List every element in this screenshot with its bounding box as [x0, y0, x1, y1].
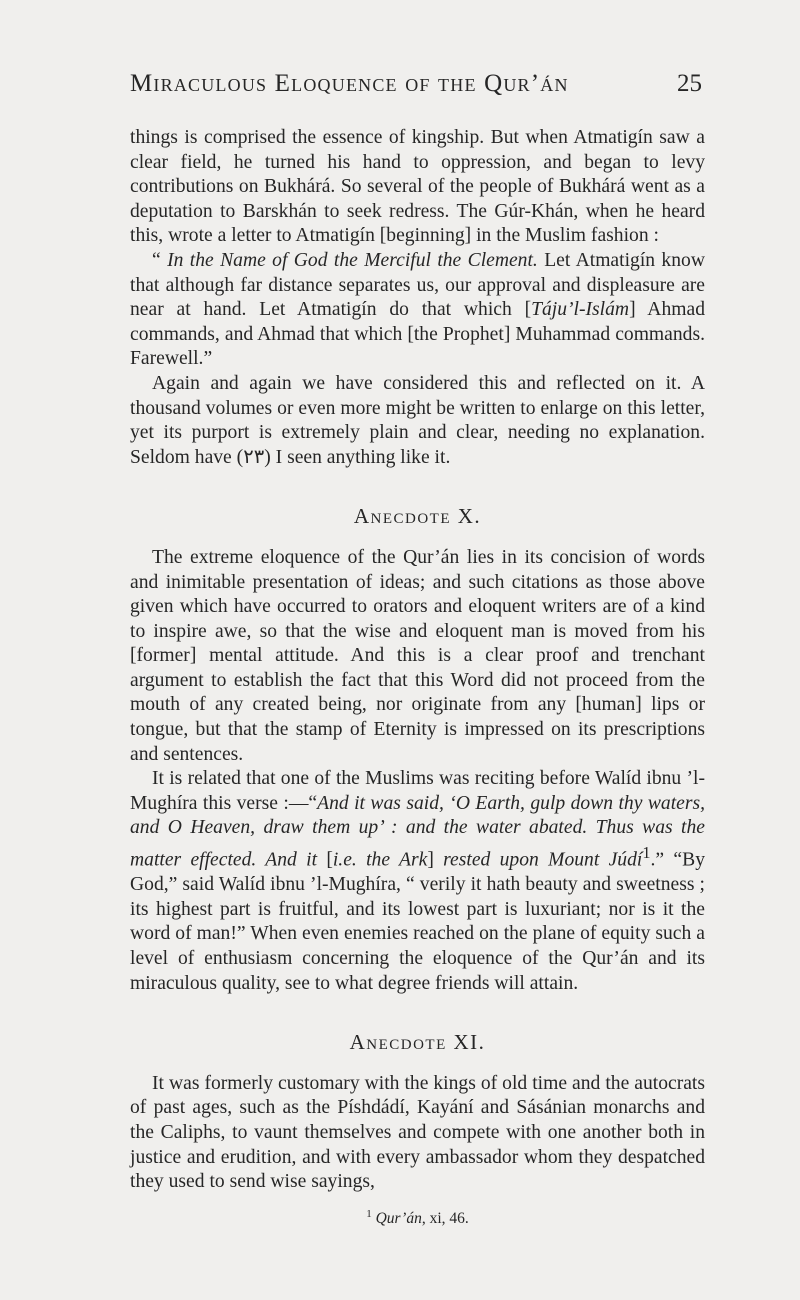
footnote — [130, 1208, 705, 1228]
walid-text-b: [ — [317, 849, 333, 871]
footnote-marker: 1 — [366, 1208, 372, 1220]
footnote-source: Qur’án — [375, 1210, 422, 1228]
quote-text-2: ] Ahmad commands, and Ahmad that which [the Prophet] Muhammad commands. Farewell.” — [130, 299, 705, 370]
quote-text-1: Let Atmatigín know that although far distance separates us, our approval and displeasure are near at hand. Let Atmatigín do that which [ — [130, 249, 705, 321]
paragraph-eloquence: The extreme eloquence of the Qur’án lies in its concision of words and inimitable presentation of ideas; and such citations as those above given which have occurred to orators and eloquent writers are of a kind to inspire awe, so that the wise and eloquent man is moved from his [former] mental attitude. And this is a clear proof and trenchant argument to establish the fact that this Word did not proceed from the mouth of any created being, nor originate from any [human] lips or tongue, but that the stamp of Eternity is impressed on its prescriptions and sentences. — [130, 546, 705, 765]
running-title: Miraculous Eloquence of the Qur’án — [130, 70, 569, 97]
paragraph-kings: It was formerly customary with the kings of old time and the autocrats of past ages, such as the Píshdádí, Kayání and Sásánian monarchs and the Caliphs, to vaunt themselves and compete with one another both in justice and erudition, and with every ambassador whom they despatched they used to send wise sayings, — [130, 1072, 705, 1193]
walid-italic-judi: rested upon Mount Júdí — [443, 849, 643, 871]
quote-open: “ — [152, 249, 168, 271]
walid-italic-ark: i.e. the Ark — [332, 849, 428, 871]
heading-anecdote-x: Anecdote X. — [353, 504, 482, 529]
walid-italic-verse: And it was said, ‘O Earth, gulp down thy waters, and O Heaven, draw them up’ : and the water abated. Thus was the matter effected. And it — [130, 792, 705, 871]
quote-italic-invocation: In the Name of God the Merciful the Clement. — [167, 249, 538, 271]
walid-text-c: ] — [427, 849, 444, 871]
heading-anecdote-xi: Anecdote XI. — [349, 1030, 486, 1055]
page-header — [0, 70, 800, 110]
page-number: 25 — [677, 70, 702, 97]
footnote-reference[interactable]: 1 — [642, 843, 651, 863]
walid-text-a: It is related that one of the Muslims was reciting before Walíd ibnu ’l-Mughíra this verse :—“ — [130, 768, 705, 814]
paragraph-walid — [130, 767, 705, 996]
quote-italic-title: Táju’l-Islám — [531, 299, 630, 321]
paragraph-letter-intro: things is comprised the essence of kingship. But when Atmatigín saw a clear field, he turned his hand to oppression, and began to levy contributions on Bukhárá. So several of the people of Bukhárá went as a deputation to Barskhán to seek redress. The Gúr-Khán, when he heard this, wrote a letter to Atmatigín [beginning] in the Muslim fashion : — [130, 127, 705, 247]
walid-text-d: .” “By God,” said Walíd ibnu ’l-Mughíra, “ verily it hath beauty and sweetness ; its highest part is fruitful, and its lowest part is luxuriant; nor is it the word of man!” When even enemies reached on the plane of equity such a level of enthusiasm concerning the eloquence of the Qur’án and its miraculous quality, see to what degree friends will attain. — [130, 849, 705, 994]
paragraph-letter-quote — [130, 249, 705, 372]
page-body — [130, 126, 705, 1195]
paragraph-reflection: Again and again we have considered this and reflected on it. A thousand volumes or even more might be written to enlarge on this letter, yet its purport is extremely plain and clear, needing no explanation. Seldom have (٢٣) I seen anything like it. — [130, 372, 705, 468]
footnote-ref: , xi, 46. — [421, 1210, 469, 1228]
